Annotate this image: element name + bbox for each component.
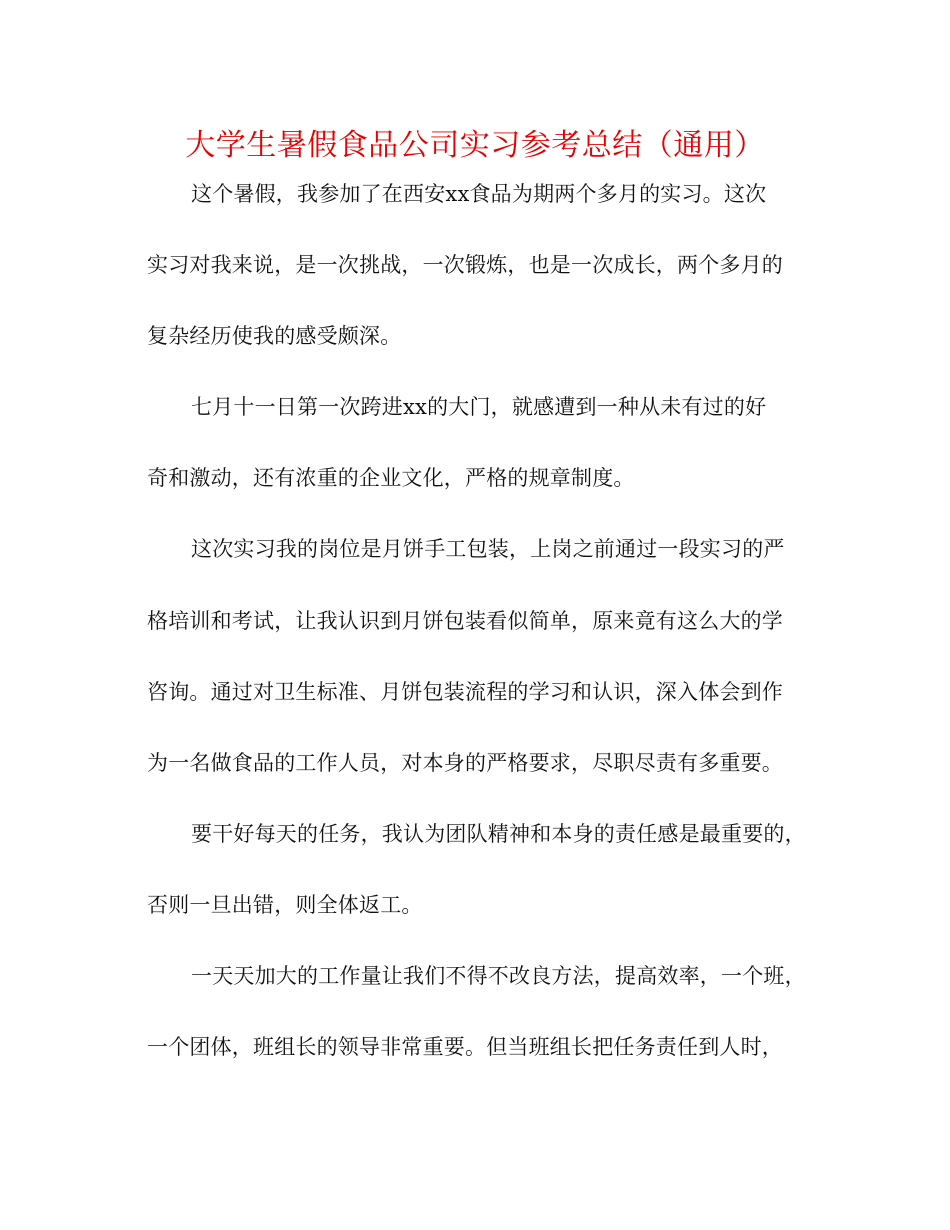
paragraph-line: 七月十一日第一次跨进xx的大门，就感遭到一种从未有过的好: [191, 395, 767, 420]
paragraph-line: 这个暑假，我参加了在西安xx食品为期两个多月的实习。这次: [191, 182, 767, 206]
paragraph-line: 要干好每天的任务，我认为团队精神和本身的责任感是最重要的，: [191, 821, 806, 846]
paragraph-line: 这次实习我的岗位是月饼手工包装，上岗之前通过一段实习的严: [191, 537, 785, 562]
document-title: 大学生暑假食品公司实习参考总结（通用）: [185, 128, 765, 163]
paragraph-line: 否则一旦出错，则全体返工。: [147, 892, 423, 917]
paragraph-line: 咨询。通过对卫生标准、月饼包装流程的学习和认识，深入体会到作: [147, 679, 783, 704]
paragraph-line: 格培训和考试，让我认识到月饼包装看似简单，原来竟有这么大的学: [147, 608, 783, 633]
document-body: [147, 172, 809, 1096]
paragraph-line: 奇和激动，还有浓重的企业文化，严格的规章制度。: [147, 466, 635, 491]
paragraph-line: 实习对我来说，是一次挑战，一次锻炼，也是一次成长，两个多月的: [147, 253, 783, 278]
paragraph-line: 一个团体，班组长的领导非常重要。但当班组长把任务责任到人时，: [147, 1035, 783, 1060]
paragraph-line: 复杂经历使我的感受颇深。: [147, 324, 402, 349]
paragraph-line: 为一名做食品的工作人员，对本身的严格要求，尽职尽责有多重要。: [147, 750, 783, 775]
paragraph-line: 一天天加大的工作量让我们不得不改良方法，提高效率，一个班，: [191, 964, 806, 989]
